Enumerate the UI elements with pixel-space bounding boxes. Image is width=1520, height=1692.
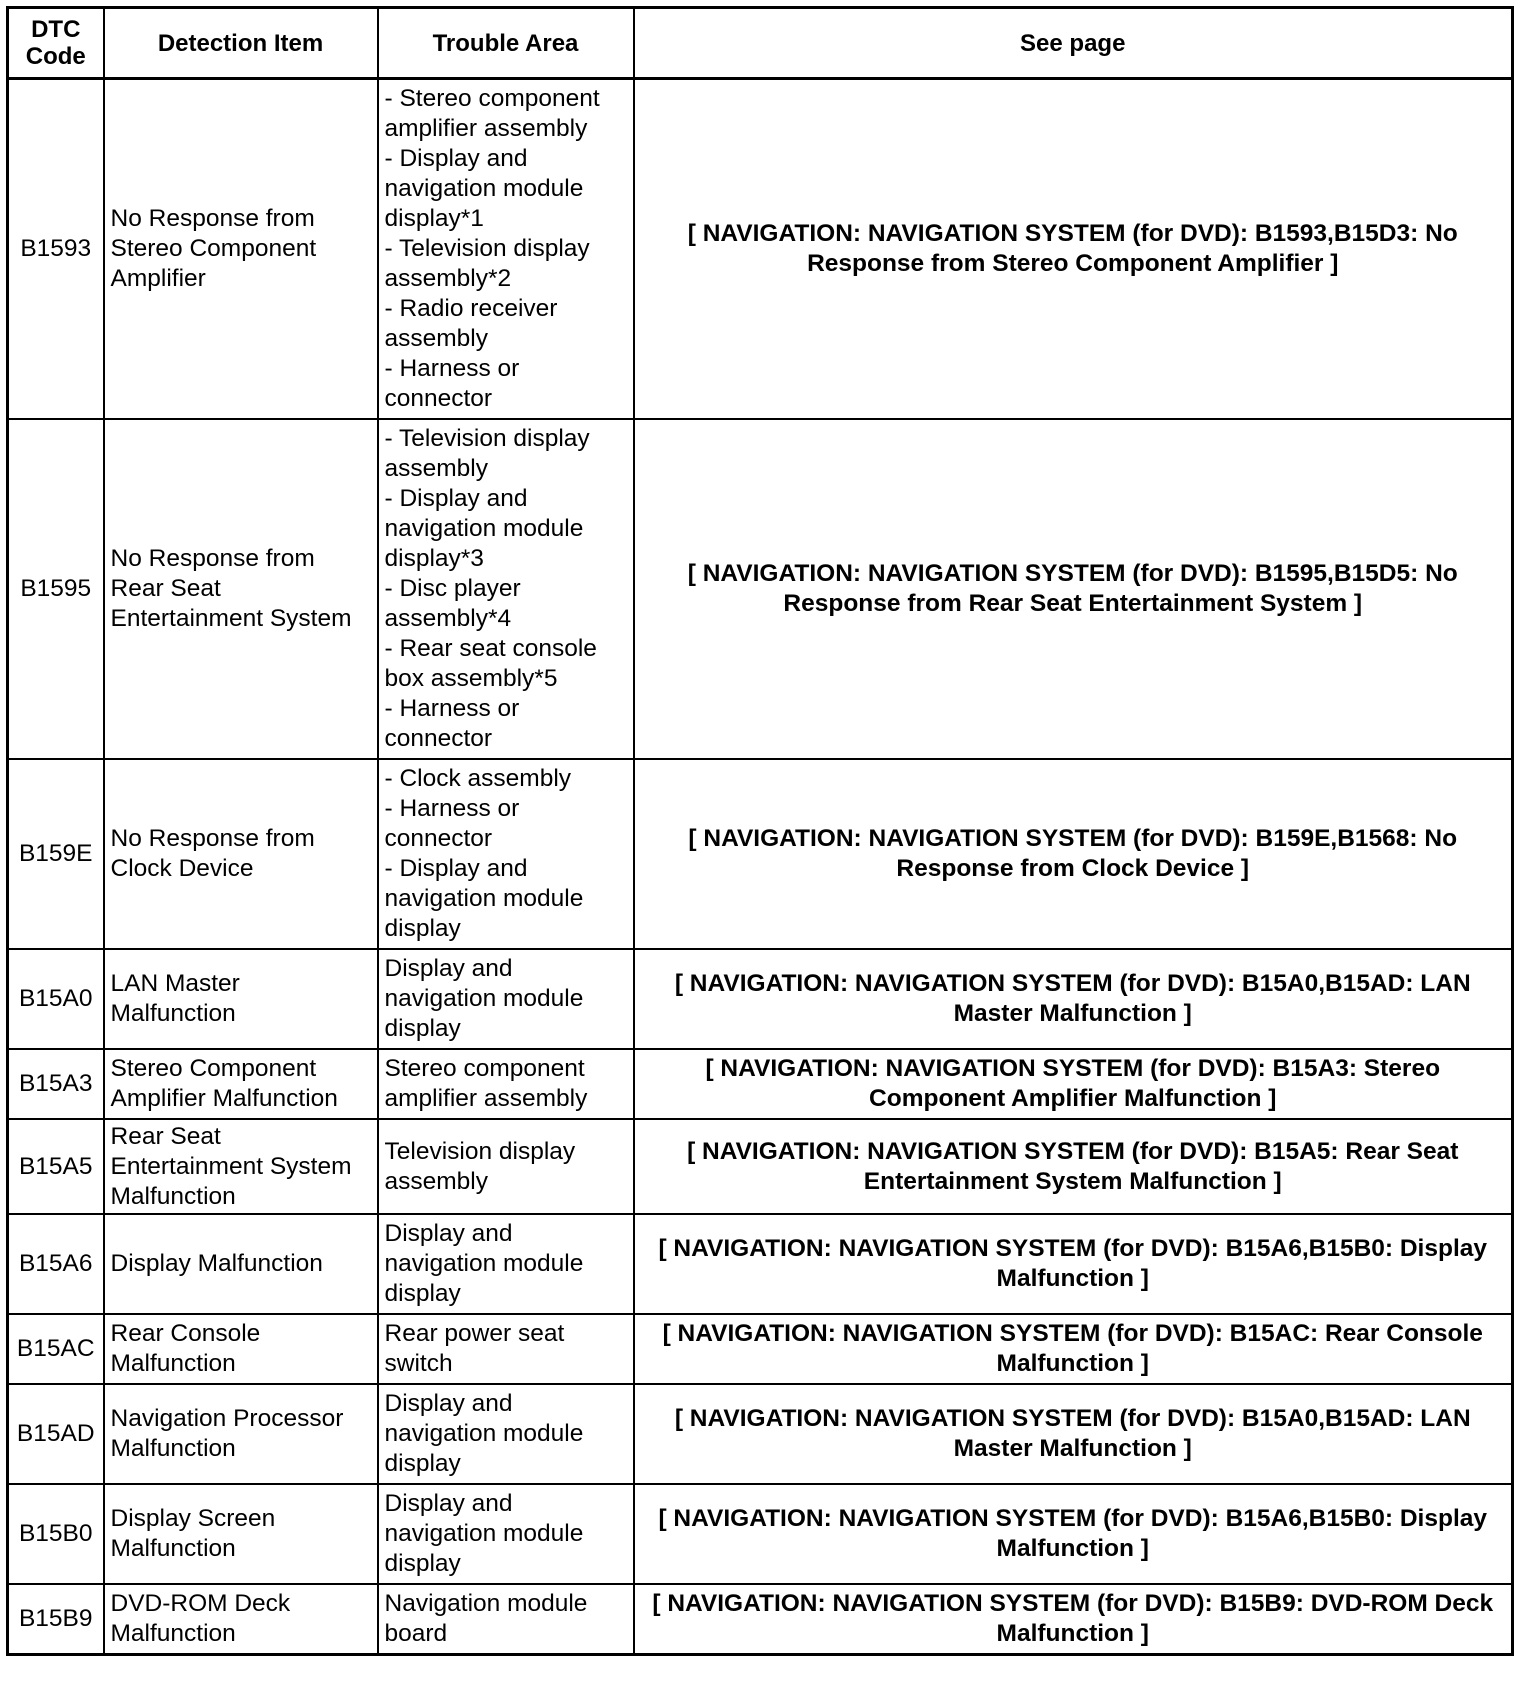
trouble-area-line: - Display and navigation module display*1: [384, 145, 584, 232]
see-page-link[interactable]: [ NAVIGATION: NAVIGATION SYSTEM (for DVD): B15A3: Stereo Component Amplifier Malfunction ]: [634, 1049, 1513, 1119]
trouble-area-line: Rear power seat switch: [384, 1320, 565, 1377]
dtc-code-cell: B15AD: [8, 1384, 104, 1484]
dtc-code-cell: B15A5: [8, 1119, 104, 1214]
dtc-code-cell: B15A3: [8, 1049, 104, 1119]
header-see-page: See page: [634, 8, 1513, 79]
table-row: [8, 1314, 1513, 1384]
dtc-code-cell: B15B0: [8, 1484, 104, 1584]
trouble-area-cell: [378, 759, 634, 949]
dtc-table: [6, 6, 1514, 1656]
see-page-link[interactable]: [ NAVIGATION: NAVIGATION SYSTEM (for DVD): B15A6,B15B0: Display Malfunction ]: [634, 1484, 1513, 1584]
trouble-area-cell: [378, 1214, 634, 1314]
dtc-code-cell: B1593: [8, 79, 104, 420]
see-page-link[interactable]: [ NAVIGATION: NAVIGATION SYSTEM (for DVD): B15A5: Rear Seat Entertainment System Malfunction ]: [634, 1119, 1513, 1214]
detection-item-cell: No Response from Clock Device: [104, 759, 378, 949]
detection-item-cell: No Response from Rear Seat Entertainment System: [104, 419, 378, 759]
detection-item-cell: Navigation Processor Malfunction: [104, 1384, 378, 1484]
trouble-area-cell: [378, 1119, 634, 1214]
table-row: [8, 759, 1513, 949]
trouble-area-line: - Stereo component amplifier assembly: [384, 85, 600, 142]
trouble-area-cell: [378, 1384, 634, 1484]
trouble-area-line: - Clock assembly: [384, 765, 572, 792]
detection-item-cell: Display Screen Malfunction: [104, 1484, 378, 1584]
trouble-area-cell: [378, 419, 634, 759]
see-page-link[interactable]: [ NAVIGATION: NAVIGATION SYSTEM (for DVD): B15A6,B15B0: Display Malfunction ]: [634, 1214, 1513, 1314]
trouble-area-line: - Display and navigation module display: [384, 855, 584, 942]
header-detection-item: Detection Item: [104, 8, 378, 79]
trouble-area-line: Television display assembly: [384, 1137, 576, 1195]
trouble-area-cell: [378, 79, 634, 420]
see-page-link[interactable]: [ NAVIGATION: NAVIGATION SYSTEM (for DVD): B159E,B1568: No Response from Clock Device ]: [634, 759, 1513, 949]
table-header: [8, 8, 1513, 79]
dtc-code-cell: B1595: [8, 419, 104, 759]
trouble-area-cell: [378, 1484, 634, 1584]
trouble-area-line: - Harness or connector: [384, 355, 520, 412]
trouble-area-line: - Harness or connector: [384, 695, 520, 752]
detection-item-cell: Rear Console Malfunction: [104, 1314, 378, 1384]
table-row: [8, 79, 1513, 420]
trouble-area-line: - Disc player assembly*4: [384, 575, 521, 632]
dtc-code-cell: B15AC: [8, 1314, 104, 1384]
detection-item-cell: Rear Seat Entertainment System Malfunction: [104, 1119, 378, 1214]
table-row: [8, 1484, 1513, 1584]
trouble-area-line: - Display and navigation module display*3: [384, 485, 584, 572]
see-page-link[interactable]: [ NAVIGATION: NAVIGATION SYSTEM (for DVD): B15A0,B15AD: LAN Master Malfunction ]: [634, 1384, 1513, 1484]
table-row: [8, 1049, 1513, 1119]
dtc-code-cell: B15B9: [8, 1584, 104, 1655]
trouble-area-line: Display and navigation module display: [384, 955, 584, 1042]
trouble-area-cell: [378, 1049, 634, 1119]
detection-item-cell: DVD-ROM Deck Malfunction: [104, 1584, 378, 1655]
table-row: [8, 1214, 1513, 1314]
see-page-link[interactable]: [ NAVIGATION: NAVIGATION SYSTEM (for DVD): B1593,B15D3: No Response from Stereo Component Amplifier ]: [634, 79, 1513, 420]
trouble-area-cell: [378, 1584, 634, 1655]
header-trouble-area: Trouble Area: [378, 8, 634, 79]
see-page-link[interactable]: [ NAVIGATION: NAVIGATION SYSTEM (for DVD): B1595,B15D5: No Response from Rear Seat Entertainment System ]: [634, 419, 1513, 759]
header-dtc-code: DTC Code: [8, 8, 104, 79]
header-row: [8, 8, 1513, 79]
trouble-area-line: - Harness or connector: [384, 795, 520, 852]
dtc-code-cell: B159E: [8, 759, 104, 949]
trouble-area-line: - Rear seat console box assembly*5: [384, 635, 597, 692]
detection-item-cell: LAN Master Malfunction: [104, 949, 378, 1049]
detection-item-cell: No Response from Stereo Component Amplifier: [104, 79, 378, 420]
table-row: [8, 419, 1513, 759]
table-row: [8, 949, 1513, 1049]
trouble-area-line: Navigation module board: [384, 1590, 588, 1647]
table-row: [8, 1584, 1513, 1655]
trouble-area-cell: [378, 1314, 634, 1384]
table-row: [8, 1384, 1513, 1484]
detection-item-cell: Display Malfunction: [104, 1214, 378, 1314]
dtc-code-cell: B15A0: [8, 949, 104, 1049]
trouble-area-line: Display and navigation module display: [384, 1490, 584, 1577]
table-row: [8, 1119, 1513, 1214]
detection-item-cell: Stereo Component Amplifier Malfunction: [104, 1049, 378, 1119]
trouble-area-line: Stereo component amplifier assembly: [384, 1055, 588, 1112]
see-page-link[interactable]: [ NAVIGATION: NAVIGATION SYSTEM (for DVD): B15B9: DVD-ROM Deck Malfunction ]: [634, 1584, 1513, 1655]
trouble-area-cell: [378, 949, 634, 1049]
trouble-area-line: Display and navigation module display: [384, 1390, 584, 1477]
table-body: [8, 79, 1513, 1655]
trouble-area-line: - Television display assembly*2: [384, 235, 590, 292]
dtc-code-cell: B15A6: [8, 1214, 104, 1314]
see-page-link[interactable]: [ NAVIGATION: NAVIGATION SYSTEM (for DVD): B15A0,B15AD: LAN Master Malfunction ]: [634, 949, 1513, 1049]
trouble-area-line: - Radio receiver assembly: [384, 295, 558, 352]
trouble-area-line: - Television display assembly: [384, 425, 590, 482]
see-page-link[interactable]: [ NAVIGATION: NAVIGATION SYSTEM (for DVD): B15AC: Rear Console Malfunction ]: [634, 1314, 1513, 1384]
trouble-area-line: Display and navigation module display: [384, 1220, 584, 1307]
